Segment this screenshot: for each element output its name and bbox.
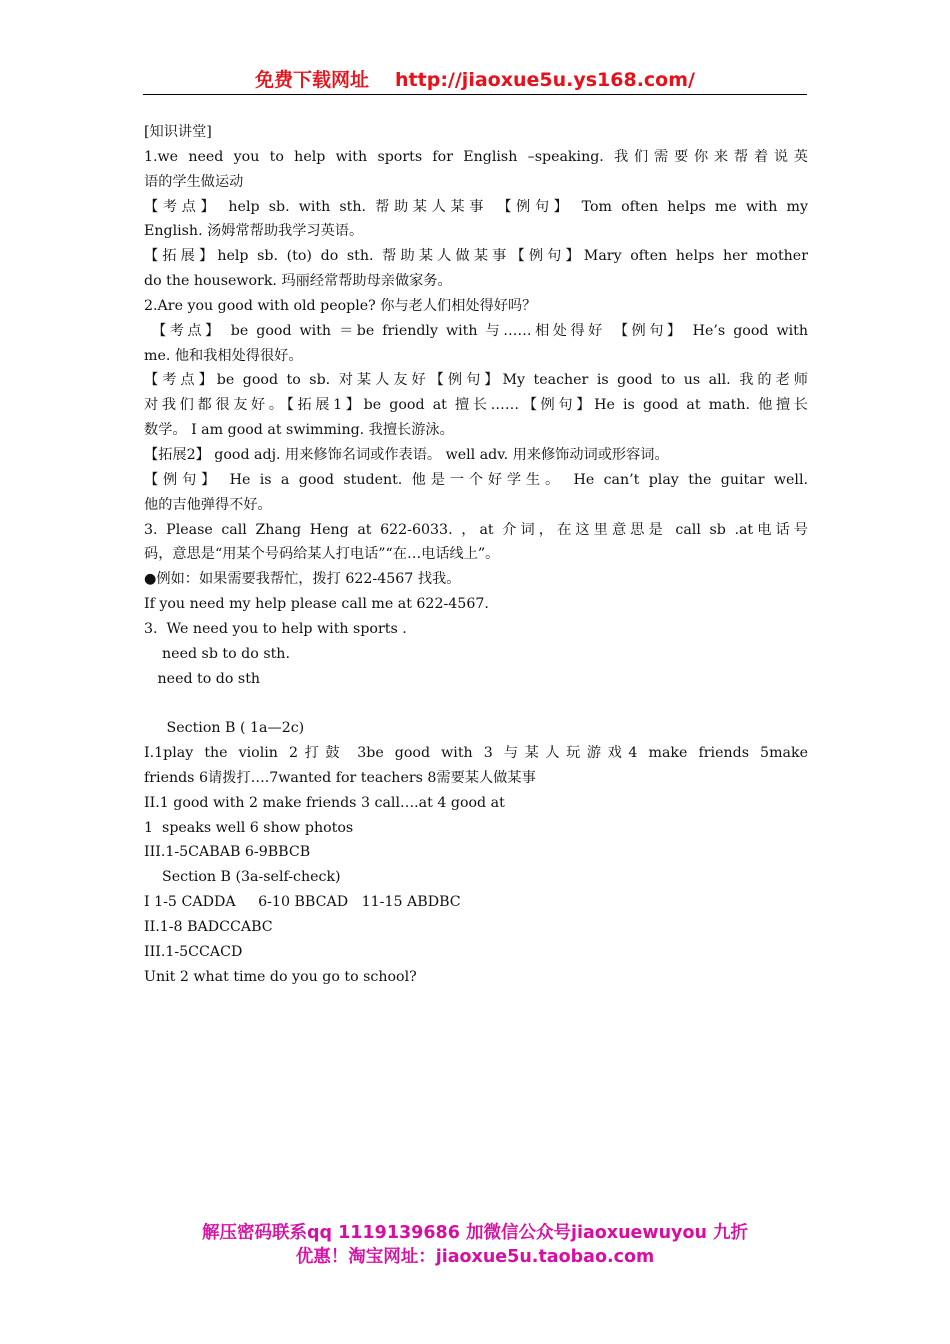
text-line: 【例句】 He is a good student. 他是一个好学生。 He can’t play the guitar well. (144, 471, 808, 488)
text-line: 【拓展】help sb. (to) do sth. 帮助某人做某事【例句】Mary often helps her mother (144, 248, 808, 265)
text-line: 【考点】be good to sb. 对某人友好【例句】My teacher is good to us all. 我的老师 (144, 372, 808, 389)
answer-line: I 1-5 CADDA 6-10 BBCAD 11-15 ABDBC (144, 894, 461, 911)
text-line: 【拓展2】 good adj. 用来修饰名词或作表语。 well adv. 用来修饰动词或形容词。 (144, 446, 669, 463)
header-title: 免费下载网址 (255, 69, 370, 91)
text-line: 语的学生做运动 (144, 173, 244, 190)
text-line: 他的吉他弹得不好。 (144, 496, 272, 513)
text-line: 对我们都很友好。【拓展1】be good at 擅长……【例句】He is good at math. 他擅长 (144, 397, 808, 414)
answer-line: I.1play the violin 2打鼓 3be good with 3 与某人玩游戏4 make friends 5make (144, 745, 808, 762)
answer-line: II.1 good with 2 make friends 3 call….at 4 good at (144, 794, 505, 811)
section-b-heading: Section B (3a-self-check) (144, 869, 341, 886)
footer-contact: 解压密码联系qq 1119139686 加微信公众号jiaoxuewuyou 九折 (201, 1223, 749, 1243)
answer-line: II.1-8 BADCCABC (144, 919, 273, 935)
text-line: ●例如：如果需要我帮忙，拨打 622-4567 找我。 (144, 571, 461, 588)
text-line: 3. We need you to help with sports . (144, 620, 407, 637)
text-line: 1.we need you to help with sports for English –speaking. 我们需要你来帮着说英 (144, 148, 808, 165)
unit-title: Unit 2 what time do you go to school? (144, 968, 417, 985)
header-url-link[interactable]: http://jiaoxue5u.ys168.com/ (395, 69, 695, 91)
text-line: 码，意思是“用某个号码给某人打电话”“在…电话线上”。 (144, 546, 500, 563)
text-line: 【考点】 be good with ＝be friendly with 与……相处得好 【例句】 He’s good with (144, 322, 808, 339)
footer-shop-link[interactable]: 优惠！淘宝网址：jiaoxue5u.taobao.com (295, 1247, 655, 1267)
text-line: 3. Please call Zhang Heng at 622-6033. ，at 介词，在这里意思是 call sb .at电话号 (144, 521, 808, 538)
section-heading: [知识讲堂] (144, 124, 212, 140)
answer-line: 1 speaks well 6 show photos (144, 819, 354, 836)
answer-line: III.1-5CCACD (144, 943, 243, 960)
answer-line: friends 6请拨打….7wanted for teachers 8需要某人做某事 (144, 769, 536, 786)
section-b-heading: Section B ( 1a—2c) (144, 720, 305, 737)
document-body (144, 120, 808, 990)
header-divider (143, 94, 807, 95)
text-line: need to do sth (144, 670, 261, 687)
header-banner (143, 66, 807, 94)
text-line: me. 他和我相处得很好。 (144, 347, 303, 364)
text-line: do the housework. 玛丽经常帮助母亲做家务。 (144, 273, 452, 290)
text-line: English. 汤姆常帮助我学习英语。 (144, 223, 364, 240)
text-line: 【考点】 help sb. with sth. 帮助某人某事 【例句】 Tom often helps me with my (144, 198, 808, 215)
blank-line (144, 691, 808, 716)
text-line: 2.Are you good with old people? 你与老人们相处得好吗？ (144, 297, 537, 314)
text-line: need sb to do sth. (144, 645, 290, 662)
text-line: 数学。 I am good at swimming. 我擅长游泳。 (144, 422, 454, 439)
text-line: If you need my help please call me at 622-4567. (144, 596, 489, 613)
answer-line: III.1-5CABAB 6-9BBCB (144, 844, 311, 861)
